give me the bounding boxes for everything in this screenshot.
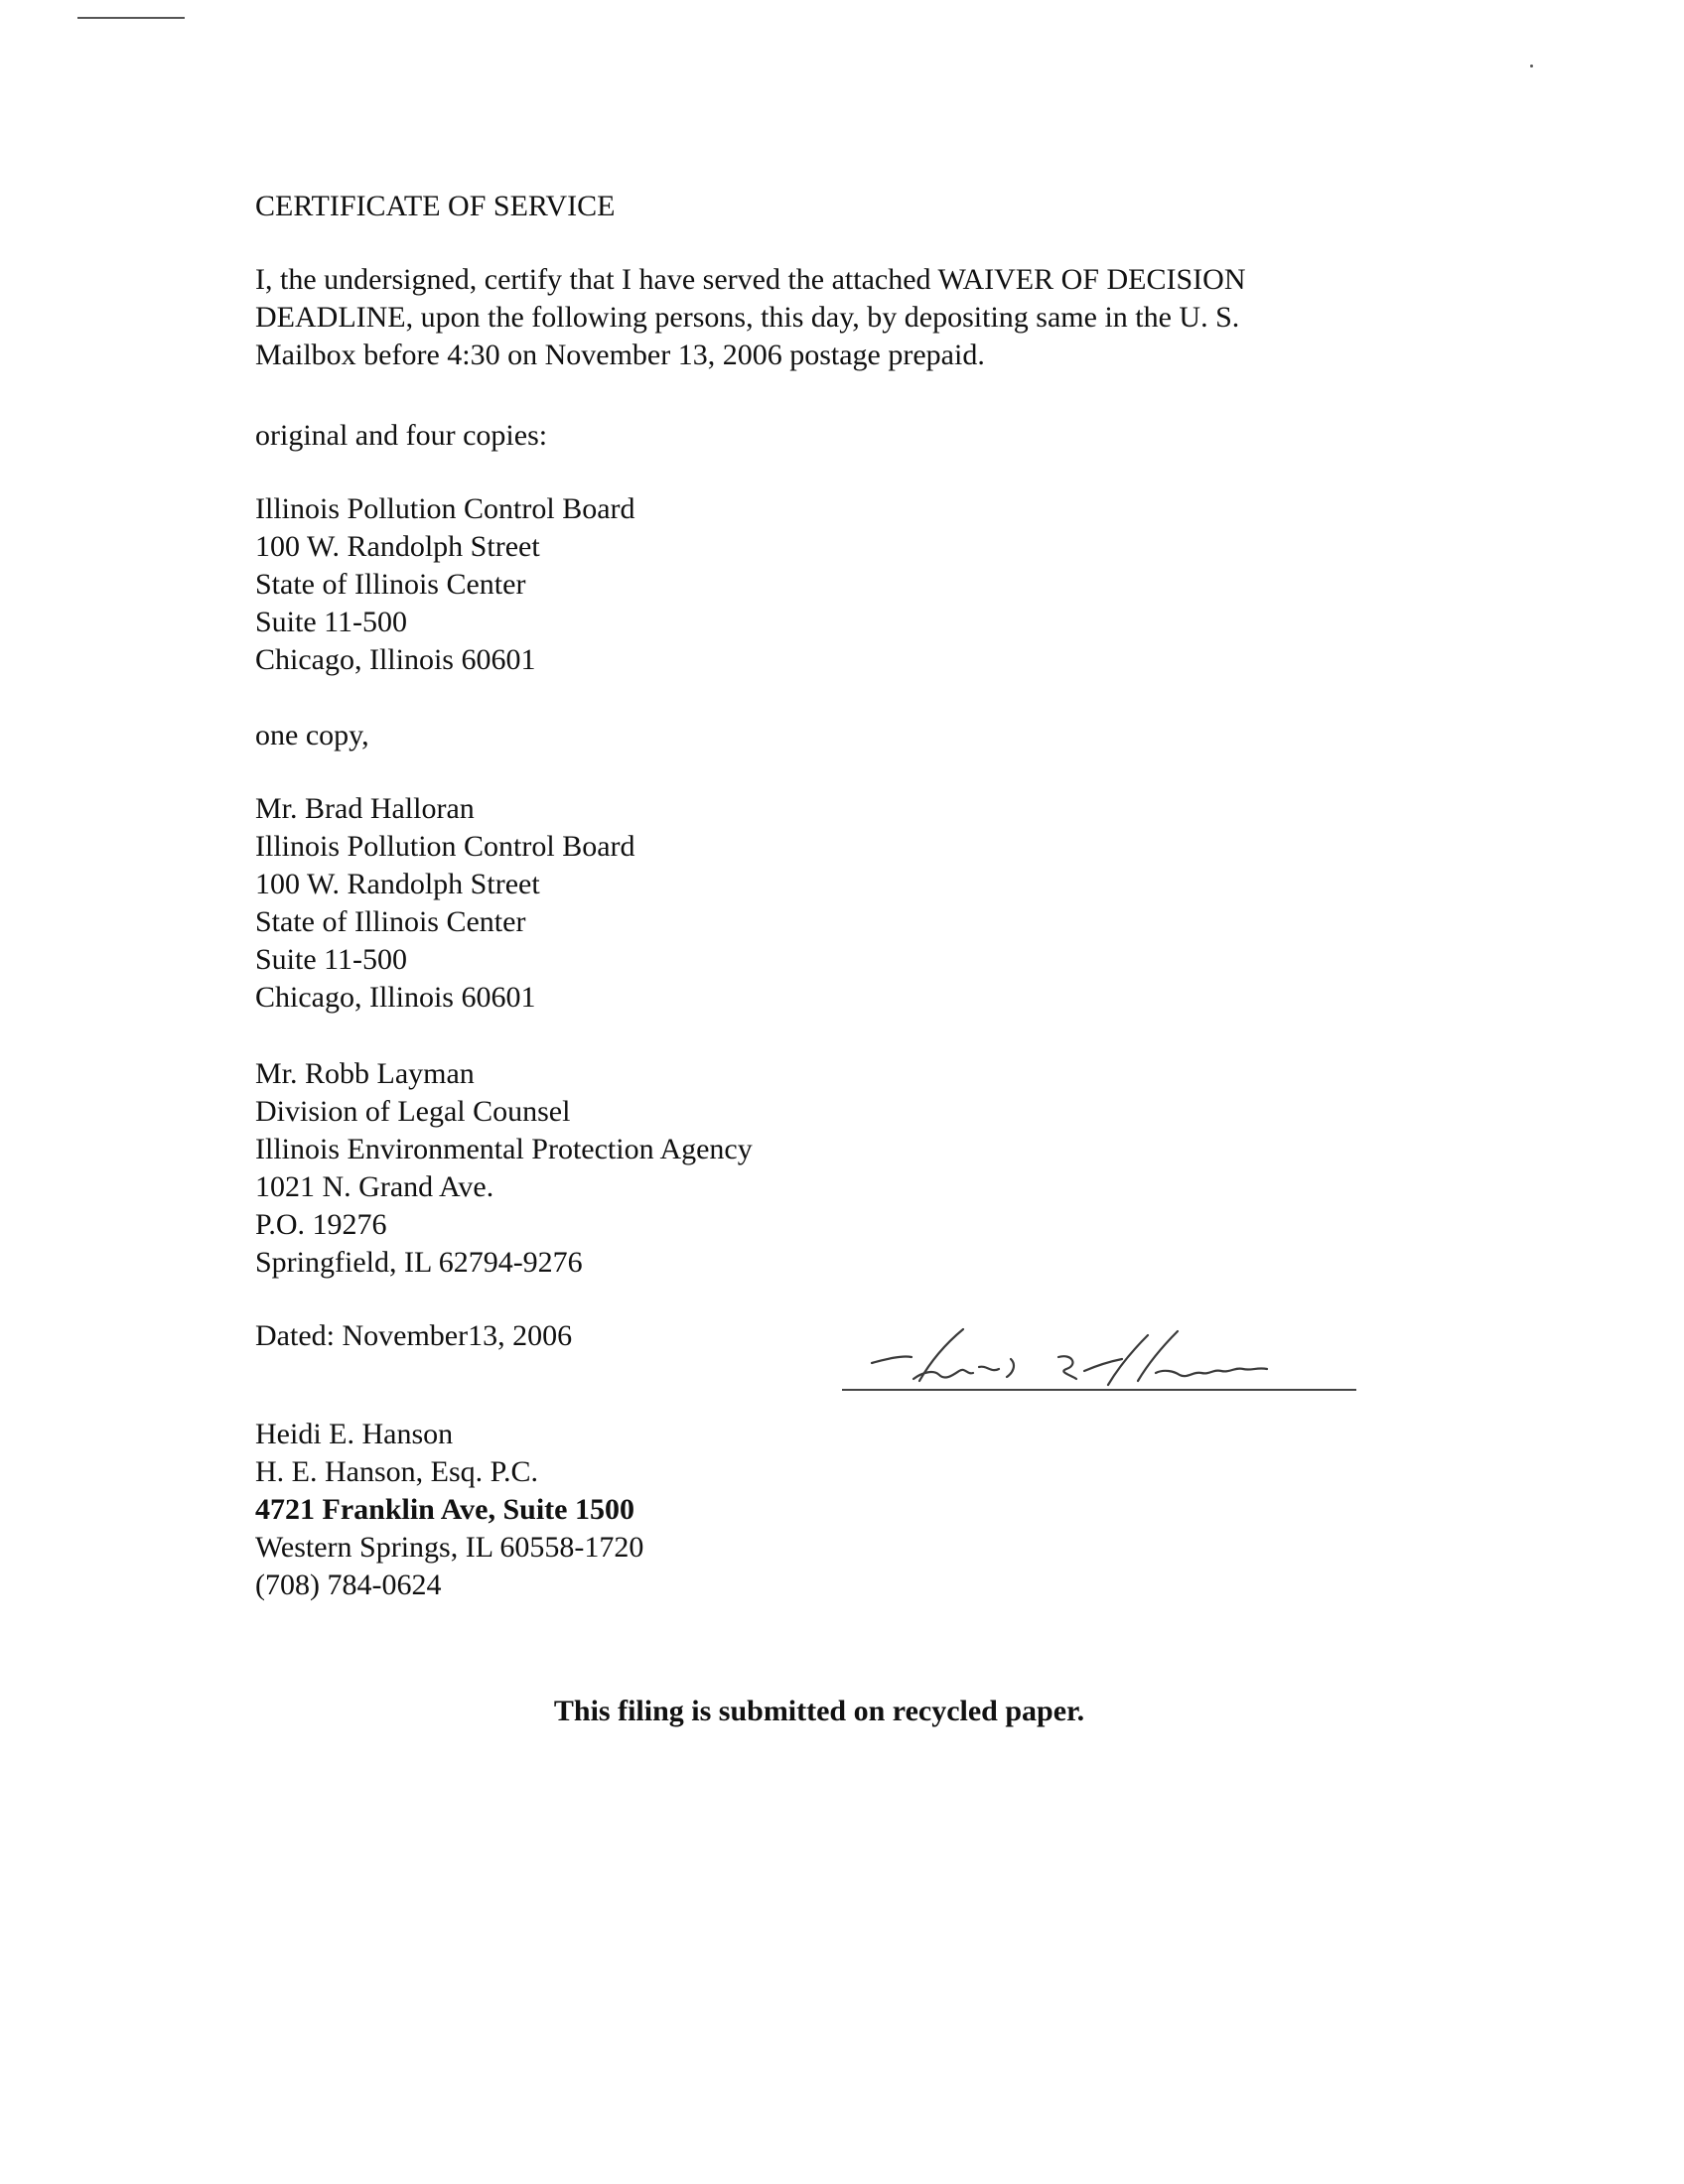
address-line: 100 W. Randolph Street: [255, 868, 540, 900]
address-line: 4721 Franklin Ave, Suite 1500: [255, 1493, 634, 1526]
address-line: Chicago, Illinois 60601: [255, 643, 536, 676]
address-line: Western Springs, IL 60558-1720: [255, 1531, 644, 1564]
address-line: State of Illinois Center: [255, 905, 526, 938]
halloran-address: [255, 790, 635, 1017]
address-line: Illinois Pollution Control Board: [255, 830, 635, 863]
one-copy-label: one copy,: [255, 719, 369, 751]
address-line: Mr. Brad Halloran: [255, 792, 475, 825]
address-line: H. E. Hanson, Esq. P.C.: [255, 1455, 539, 1488]
layman-address: [255, 1055, 753, 1282]
address-line: P.O. 19276: [255, 1208, 387, 1241]
certification-line: I, the undersigned, certify that I have served the attached WAIVER OF DECISION: [255, 263, 1246, 296]
certification-paragraph: [255, 261, 1246, 374]
address-line: Chicago, Illinois 60601: [255, 981, 536, 1014]
address-line: Suite 11-500: [255, 606, 408, 638]
address-line: Heidi E. Hanson: [255, 1418, 454, 1450]
address-line: 100 W. Randolph Street: [255, 530, 540, 563]
scan-mark-top-left: [77, 17, 185, 19]
original-copies-label: original and four copies:: [255, 419, 548, 452]
certification-line: Mailbox before 4:30 on November 13, 2006 postage prepaid.: [255, 339, 985, 371]
address-line: (708) 784-0624: [255, 1569, 442, 1601]
address-line: Illinois Environmental Protection Agency: [255, 1133, 753, 1165]
address-line: Mr. Robb Layman: [255, 1057, 475, 1090]
board-address: [255, 490, 635, 679]
dated-line: Dated: November13, 2006: [255, 1319, 573, 1352]
recycled-paper-note: This filing is submitted on recycled paper.: [553, 1695, 1085, 1727]
handwritten-signature: [842, 1315, 1358, 1405]
scan-mark-top-right: [1530, 65, 1533, 68]
certificate-heading: CERTIFICATE OF SERVICE: [255, 190, 616, 222]
address-line: Illinois Pollution Control Board: [255, 492, 635, 525]
address-line: 1021 N. Grand Ave.: [255, 1170, 494, 1203]
certification-line: DEADLINE, upon the following persons, this day, by depositing same in the U. S.: [255, 301, 1240, 334]
address-line: Division of Legal Counsel: [255, 1095, 571, 1128]
address-line: Suite 11-500: [255, 943, 408, 976]
address-line: State of Illinois Center: [255, 568, 526, 601]
address-line: Springfield, IL 62794-9276: [255, 1246, 583, 1279]
signer-address: [255, 1416, 643, 1604]
